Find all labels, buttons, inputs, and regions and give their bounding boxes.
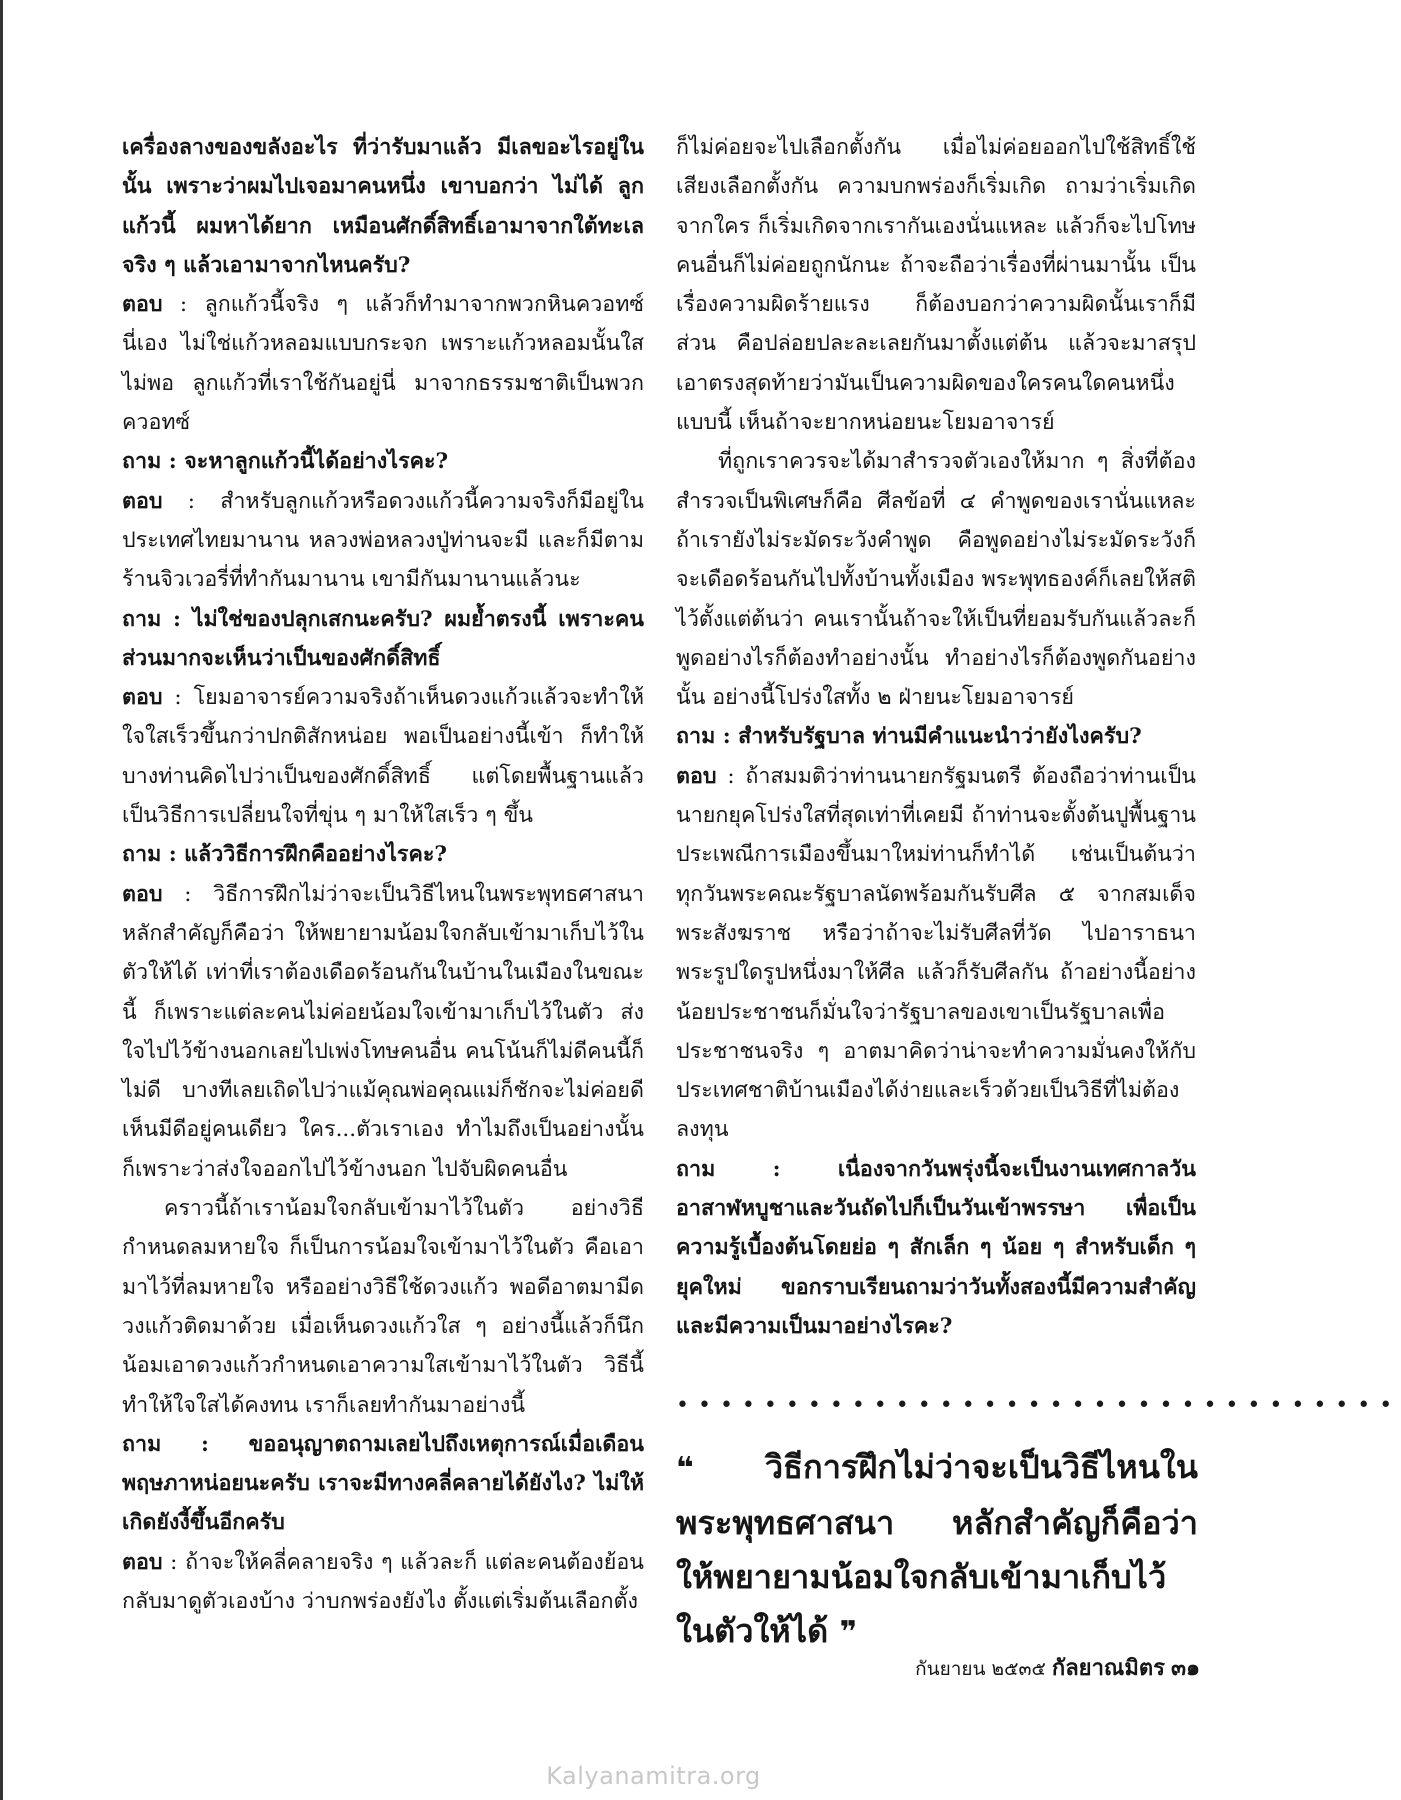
pull-quote-text: วิธีการฝึกไม่ว่าจะเป็นวิธีไหนในพระพุทธศาสนา หลักสำคัญก็คือว่า ให้พยายามน้อมใจกลับเข้ามาเก็บไว้ในตัวให้ได้ [676, 1448, 1198, 1650]
answer-label: ตอบ [122, 1549, 163, 1575]
question-paragraph [122, 442, 644, 481]
dotted-separator: ••••••••••••••••••••••••••••••••• [676, 1393, 1401, 1418]
question-label: ถาม [122, 449, 162, 475]
answer-text: : โยมอาจารย์ความจริงถ้าเห็นดวงแก้วแล้วจะทำให้ใจใสเร็วขึ้นกว่าปกติสักหน่อย พอเป็นอย่างนี้เข้า ก็ทำให้บางท่านคิดไปว่าเป็นของศักดิ์สิทธิ์ แต่โดยพื้นฐานแล้วเป็นวิธีการเปลี่ยนใจที่ขุ่น ๆ มาให้ใสเร็ว ๆ ขึ้น [122, 685, 644, 829]
page-number: ๓๑ [1170, 1655, 1200, 1681]
page-footer [900, 1650, 1200, 1685]
question-label: ถาม [676, 724, 716, 750]
answer-label: ตอบ [122, 881, 163, 907]
question-paragraph [122, 835, 644, 874]
answer-paragraph [122, 1543, 644, 1622]
question-text: : ขออนุญาตถามเลยไปถึงเหตุการณ์เมื่อเดือนพฤษภาหน่อยนะครับ เราจะมีทางคลี่คลายได้ยังไง? ไม่ให้เกิดยังงี้ขึ้นอีกครับ [122, 1431, 644, 1536]
question-text: : ไม่ใช่ของปลุกเสกนะครับ? ผมย้ำตรงนี้ เพราะคนส่วนมากจะเห็นว่าเป็นของศักดิ์สิทธิ์ [122, 606, 644, 671]
question-paragraph [122, 600, 644, 679]
body-paragraph: คราวนี้ถ้าเราน้อมใจกลับเข้ามาไว้ในตัว อย่างวิธีกำหนดลมหายใจ ก็เป็นการน้อมใจเข้ามาไว้ในตัว คือเอามาไว้ที่ลมหายใจ หรืออย่างวิธีใช้ดวงแก้ว พอดีอาตมามีดวงแก้วติดมาด้วย เมื่อเห็นดวงแก้วใส ๆ อย่างนี้แล้วก็นึกน้อมเอาดวงแก้วกำหนดเอาความใสเข้ามาไว้ในตัว วิธีนี้ทำให้ใจใสได้คงทน เราก็เลยทำกันมาอย่างนี้ [122, 1196, 644, 1418]
answer-text: : ลูกแก้วนี้จริง ๆ แล้วก็ทำมาจากพวกหินควอทซ์นี่เอง ไม่ใช่แก้วหลอมแบบกระจก เพราะแก้วหลอมนั้นใสไม่พอ ลูกแก้วที่เราใช้กันอยู่นี่ มาจากธรรมชาติเป็นพวกควอทซ์ [122, 292, 644, 436]
open-quote-mark: ❝ [676, 1451, 694, 1486]
answer-text: : ถ้าสมมติว่าท่านนายกรัฐมนตรี ต้องถือว่าท่านเป็นนายกยุคโปร่งใสที่สุดเท่าที่เคยมี ถ้าท่านจะตั้งต้นปูพื้นฐานประเพณีการเมืองขึ้นมาใหม่ท่านก็ทำได้ เช่นเป็นต้นว่า ทุกวันพระคณะรัฐบาลนัดพร้อมกันรับศีล ๕ จากสมเด็จพระสังฆราช หรือว่าถ้าจะไม่รับศีลที่วัด ไปอาราธนาพระรูปใดรูปหนึ่งมาให้ศีล แล้วก็รับศีลกัน ถ้าอย่างนี้อย่างน้อยประชาชนก็มั่นใจว่ารัฐบาลของเขาเป็นรัฐบาลเพื่อประชาชนจริง ๆ อาตมาคิดว่าน่าจะทำความมั่นคงให้กับประเทศชาติบ้านเมืองได้ง่ายและเร็วด้วยเป็นวิธีที่ไม่ต้องลงทุน [676, 763, 1196, 1143]
pull-quote [676, 1440, 1198, 1660]
body-paragraph: ที่ถูกเราควรจะได้มาสำรวจตัวเองให้มาก ๆ สิ่งที่ต้องสำรวจเป็นพิเศษก็คือ ศีลข้อที่ ๔ คำพูดของเรานั่นแหละ ถ้าเรายังไม่ระมัดระวังคำพูด คือพูดอย่างไม่ระมัดระวังก็จะเดือดร้อนกันไปทั้งบ้านทั้งเมือง พระพุทธองค์ก็เลยให้สติไว้ตั้งแต่ต้นว่า คนเรานั้นถ้าจะให้เป็นที่ยอมรับกันแล้วละก็ พูดอย่างไรก็ต้องทำอย่างนั้น ทำอย่างไรก็ต้องพูดกันอย่างนั้น อย่างนี้โปร่งใสทั้ง ๒ ฝ่ายนะโยมอาจารย์ [676, 449, 1196, 711]
magazine-name: กัลยาณมิตร [1051, 1655, 1165, 1681]
question-continued: เครื่องลางของขลังอะไร ที่ว่ารับมาแล้ว มีเลขอะไรอยู่ในนั้น เพราะว่าผมไปเจอมาคนหนึ่ง เขาบอกว่า ไม่ได้ ลูกแก้วนี้ ผมหาได้ยาก เหมือนศักดิ์สิทธิ์เอามาจากใต้ทะเล จริง ๆ แล้วเอามาจากไหนครับ? [122, 135, 644, 278]
answer-paragraph [122, 285, 644, 442]
answer-text: : ถ้าจะให้คลี่คลายจริง ๆ แล้วละก็ แต่ละคนต้องย้อนกลับมาดูตัวเองบ้าง ว่าบกพร่องยังไง ตั้งแต่เริ่มต้นเลือกตั้ง [122, 1549, 644, 1614]
site-watermark: Kalyanamitra.org [546, 1762, 761, 1790]
answer-paragraph [122, 482, 644, 600]
question-label: ถาม [122, 1431, 162, 1457]
answer-label: ตอบ [676, 763, 717, 789]
question-label: ถาม [676, 1156, 716, 1182]
question-paragraph [122, 1425, 644, 1543]
question-paragraph [676, 717, 1196, 756]
right-column [676, 128, 1196, 1346]
answer-text: : วิธีการฝึกไม่ว่าจะเป็นวิธีไหนในพระพุทธศาสนา หลักสำคัญก็คือว่า ให้พยายามน้อมใจกลับเข้ามาเก็บไว้ในตัวให้ได้ เท่าที่เราต้องเดือดร้อนกันในบ้านในเมืองในขณะนี้ ก็เพราะแต่ละคนไม่ค่อยน้อมใจเข้ามาเก็บไว้ในตัว ส่งใจไปไว้ข้างนอกเลยไปเพ่งโทษคนอื่น คนโน้นก็ไม่ดีคนนี้ก็ไม่ดี บางทีเลยเถิดไปว่าแม้คุณพ่อคุณแม่ก็ชักจะไม่ค่อยดี เห็นมีดีอยู่คนเดียว ใคร...ตัวเราเอง ทำไมถึงเป็นอย่างนั้น ก็เพราะว่าส่งใจออกไปไว้ข้างนอก ไปจับผิดคนอื่น [122, 881, 644, 1182]
question-label: ถาม [122, 842, 162, 868]
left-column [122, 128, 644, 1621]
answer-label: ตอบ [122, 292, 163, 318]
answer-paragraph [122, 678, 644, 835]
answer-label: ตอบ [122, 685, 163, 711]
question-label: ถาม [122, 606, 162, 632]
answer-paragraph [122, 875, 644, 1189]
page-edge-rule [0, 0, 3, 1800]
answer-continued: ก็ไม่ค่อยจะไปเลือกตั้งกัน เมื่อไม่ค่อยออกไปใช้สิทธิ์ใช้เสียงเลือกตั้งกัน ความบกพร่องก็เริ่มเกิด ถามว่าเริ่มเกิดจากใคร ก็เริ่มเกิดจากเรากันเองนั่นแหละ แล้วก็จะไปโทษคนอื่นก็ไม่ค่อยถูกนักนะ ถ้าจะถือว่าเรื่องที่ผ่านมานั้น เป็นเรื่องความผิดร้ายแรง ก็ต้องบอกว่าความผิดนั้นเราก็มีส่วน คือปล่อยปละละเลยกันมาตั้งแต่ต้น แล้วจะมาสรุปเอาตรงสุดท้ายว่ามันเป็นความผิดของใครคนใดคนหนึ่งแบบนี้ เห็นถ้าจะยากหน่อยนะโยมอาจารย์ [676, 135, 1196, 436]
question-paragraph [676, 1150, 1196, 1346]
question-text: : แล้ววิธีการฝึกคืออย่างไรคะ? [161, 842, 447, 868]
close-quote-mark: ❞ [839, 1615, 858, 1650]
question-text: : เนื่องจากวันพรุ่งนี้จะเป็นงานเทศกาลวันอาสาฬหบูชาและวันถัดไปก็เป็นวันเข้าพรรษา เพื่อเป็นความรู้เบื้องต้นโดยย่อ ๆ สักเล็ก ๆ น้อย ๆ สำหรับเด็ก ๆ ยุคใหม่ ขอกราบเรียนถามว่าวันทั้งสองนี้มีความสำคัญและมีความเป็นมาอย่างไรคะ? [676, 1156, 1196, 1339]
answer-label: ตอบ [122, 488, 163, 514]
issue-date: กันยายน ๒๕๓๕ [915, 1658, 1046, 1680]
answer-paragraph [676, 757, 1196, 1150]
answer-text: : สำหรับลูกแก้วหรือดวงแก้วนี้ความจริงก็มีอยู่ในประเทศไทยมานาน หลวงพ่อหลวงปู่ท่านจะมี และก็มีตามร้านจิวเวอรี่ที่ทำกันมานาน เขามีกันมานานแล้วนะ [122, 488, 644, 593]
question-text: : สำหรับรัฐบาล ท่านมีคำแนะนำว่ายังไงครับ? [715, 724, 1142, 750]
question-text: : จะหาลูกแก้วนี้ได้อย่างไรคะ? [161, 449, 449, 475]
